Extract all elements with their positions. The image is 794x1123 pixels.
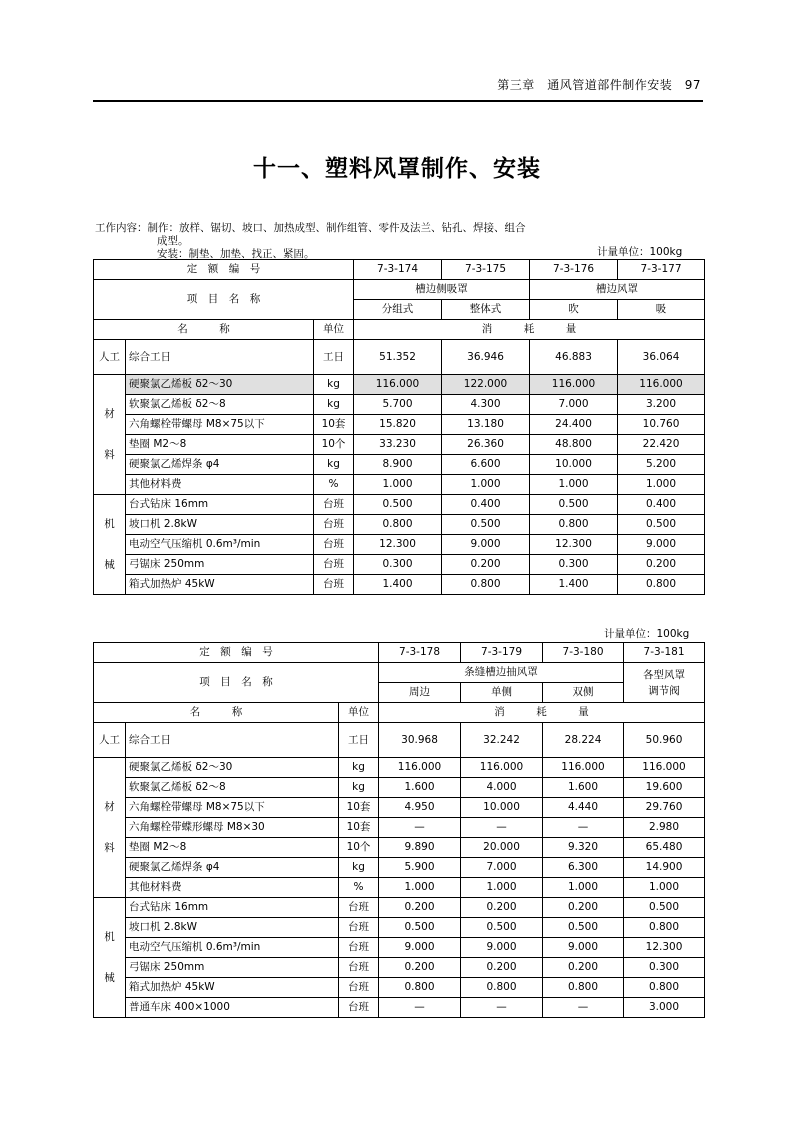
value-cell: 12.300	[530, 535, 618, 555]
value-cell: —	[543, 818, 624, 838]
value-cell: 13.180	[442, 415, 530, 435]
value-cell: 0.500	[442, 515, 530, 535]
category-char: 材	[104, 800, 115, 813]
item-unit: 台班	[314, 535, 354, 555]
item-name: 电动空气压缩机 0.6m³/min	[126, 938, 339, 958]
value-cell: 0.200	[461, 898, 543, 918]
item-unit: kg	[314, 395, 354, 415]
code-cell: 7-3-179	[461, 643, 543, 663]
value-cell: —	[379, 998, 461, 1018]
value-cell: 10.000	[461, 798, 543, 818]
value-cell: 0.200	[379, 958, 461, 978]
value-cell: 5.200	[618, 455, 705, 475]
category-char: 机	[104, 517, 115, 530]
value-cell: 9.890	[379, 838, 461, 858]
code-cell: 7-3-181	[624, 643, 705, 663]
item-name: 弓锯床 250mm	[126, 958, 339, 978]
material-row	[94, 858, 705, 878]
item-unit: kg	[339, 778, 379, 798]
sub-header: 双侧	[543, 683, 624, 703]
value-cell: 32.242	[461, 723, 543, 758]
value-cell: 0.800	[354, 515, 442, 535]
item-name: 六角螺栓带螺母 M8×75以下	[126, 798, 339, 818]
labor-row	[94, 723, 705, 758]
value-cell: 1.000	[618, 475, 705, 495]
item-name: 硬聚氯乙烯板 δ2～30	[126, 758, 339, 778]
item-name: 箱式加热炉 45kW	[126, 575, 314, 595]
item-name: 六角螺栓带螺母 M8×75以下	[126, 415, 314, 435]
item-unit: kg	[339, 858, 379, 878]
value-cell: 4.440	[543, 798, 624, 818]
value-cell: 0.400	[442, 495, 530, 515]
category-char: 械	[104, 558, 115, 571]
material-row	[94, 758, 705, 778]
material-category	[94, 375, 126, 495]
value-cell: 4.950	[379, 798, 461, 818]
value-cell: 116.000	[530, 375, 618, 395]
unit-label-1: 计量单位：100kg	[597, 246, 683, 258]
name-header-row	[94, 703, 705, 723]
work-content-line2: 成型。	[157, 235, 189, 247]
consumption-label: 消 耗 量	[379, 703, 705, 723]
material-row	[94, 778, 705, 798]
material-row	[94, 455, 705, 475]
value-cell: 116.000	[624, 758, 705, 778]
group-row	[94, 280, 705, 300]
material-row	[94, 475, 705, 495]
material-row	[94, 435, 705, 455]
item-name: 硬聚氯乙烯焊条 φ4	[126, 455, 314, 475]
quota-table-2	[93, 642, 705, 1018]
value-cell: 4.300	[442, 395, 530, 415]
item-unit: 台班	[339, 958, 379, 978]
item-name: 其他材料费	[126, 475, 314, 495]
machine-row	[94, 978, 705, 998]
item-name: 六角螺栓带蝶形螺母 M8×30	[126, 818, 339, 838]
item-unit: 台班	[314, 555, 354, 575]
code-cell: 7-3-176	[530, 260, 618, 280]
value-cell: 0.800	[530, 515, 618, 535]
value-cell: 2.980	[624, 818, 705, 838]
value-cell: 5.900	[379, 858, 461, 878]
code-cell: 7-3-175	[442, 260, 530, 280]
value-cell: 0.200	[461, 958, 543, 978]
value-cell: 30.968	[379, 723, 461, 758]
value-cell: 1.000	[379, 878, 461, 898]
work-content-line1: 工作内容：制作：放样、锯切、坡口、加热成型、制作组管、零件及法兰、钻孔、焊接、组合	[95, 222, 526, 234]
category-char: 材	[104, 407, 115, 420]
group-header-valve	[624, 663, 705, 703]
labor-name: 综合工日	[126, 723, 339, 758]
material-category	[94, 758, 126, 898]
item-unit: 台班	[314, 495, 354, 515]
value-cell: —	[543, 998, 624, 1018]
value-cell: 10.000	[530, 455, 618, 475]
value-cell: 0.200	[442, 555, 530, 575]
value-cell: 0.500	[461, 918, 543, 938]
value-cell: 48.800	[530, 435, 618, 455]
value-cell: 0.800	[618, 575, 705, 595]
item-name: 垫圈 M2～8	[126, 838, 339, 858]
value-cell: 9.000	[442, 535, 530, 555]
code-row	[94, 260, 705, 280]
group-header: 条缝槽边抽风罩	[379, 663, 624, 683]
item-unit: 台班	[339, 898, 379, 918]
group-header-line2: 调节阀	[648, 684, 680, 697]
value-cell: 0.200	[543, 958, 624, 978]
value-cell: 0.800	[543, 978, 624, 998]
unit-label: 单位	[339, 703, 379, 723]
value-cell: 1.400	[354, 575, 442, 595]
value-cell: 15.820	[354, 415, 442, 435]
value-cell: 4.000	[461, 778, 543, 798]
material-row	[94, 798, 705, 818]
value-cell: 9.320	[543, 838, 624, 858]
machine-row	[94, 938, 705, 958]
labor-category: 人工	[94, 340, 126, 375]
item-name-label: 项 目 名 称	[94, 663, 379, 703]
group-row	[94, 663, 705, 683]
value-cell: 1.600	[379, 778, 461, 798]
code-cell: 7-3-178	[379, 643, 461, 663]
material-row	[94, 818, 705, 838]
value-cell: 122.000	[442, 375, 530, 395]
sub-header: 分组式	[354, 300, 442, 320]
labor-name: 综合工日	[126, 340, 314, 375]
machine-row	[94, 958, 705, 978]
value-cell: 116.000	[461, 758, 543, 778]
item-unit: kg	[314, 375, 354, 395]
item-unit: kg	[339, 758, 379, 778]
group-header-line1: 各型风罩	[643, 668, 686, 681]
machine-row	[94, 515, 705, 535]
sub-header: 吸	[618, 300, 705, 320]
value-cell: 6.300	[543, 858, 624, 878]
value-cell: 1.000	[530, 475, 618, 495]
value-cell: 19.600	[624, 778, 705, 798]
page-title: 十一、塑料风罩制作、安装	[253, 156, 541, 182]
category-char: 械	[104, 971, 115, 984]
item-name: 普通车床 400×1000	[126, 998, 339, 1018]
item-name: 台式钻床 16mm	[126, 898, 339, 918]
value-cell: 7.000	[461, 858, 543, 878]
value-cell: 0.800	[461, 978, 543, 998]
value-cell: 0.500	[543, 918, 624, 938]
code-cell: 7-3-177	[618, 260, 705, 280]
category-char: 料	[104, 448, 115, 461]
material-row	[94, 415, 705, 435]
name-label: 名 称	[94, 703, 339, 723]
value-cell: 14.900	[624, 858, 705, 878]
value-cell: 6.600	[442, 455, 530, 475]
quota-no-label: 定 额 编 号	[94, 643, 379, 663]
value-cell: —	[461, 818, 543, 838]
value-cell: 26.360	[442, 435, 530, 455]
item-unit: 台班	[339, 918, 379, 938]
value-cell: 65.480	[624, 838, 705, 858]
material-row	[94, 878, 705, 898]
material-row	[94, 375, 705, 395]
value-cell: 0.500	[624, 898, 705, 918]
value-cell: 36.946	[442, 340, 530, 375]
item-name: 硬聚氯乙烯焊条 φ4	[126, 858, 339, 878]
value-cell: 1.400	[530, 575, 618, 595]
item-name-label: 项 目 名 称	[94, 280, 354, 320]
chapter-header: 第三章 通风管道部件制作安装 97	[497, 78, 701, 92]
material-row	[94, 395, 705, 415]
value-cell: 12.300	[354, 535, 442, 555]
item-unit: %	[339, 878, 379, 898]
value-cell: 0.300	[530, 555, 618, 575]
value-cell: 5.700	[354, 395, 442, 415]
quota-table-1	[93, 259, 705, 595]
value-cell: 10.760	[618, 415, 705, 435]
machine-row	[94, 535, 705, 555]
value-cell: 0.200	[379, 898, 461, 918]
item-unit: 台班	[314, 575, 354, 595]
item-name: 软聚氯乙烯板 δ2～8	[126, 395, 314, 415]
value-cell: 0.800	[624, 978, 705, 998]
value-cell: 0.800	[624, 918, 705, 938]
value-cell: 0.300	[354, 555, 442, 575]
value-cell: 116.000	[354, 375, 442, 395]
item-unit: 10个	[314, 435, 354, 455]
machine-category	[94, 495, 126, 595]
item-unit: 台班	[339, 998, 379, 1018]
value-cell: 0.500	[379, 918, 461, 938]
labor-unit: 工日	[314, 340, 354, 375]
labor-row	[94, 340, 705, 375]
value-cell: 9.000	[618, 535, 705, 555]
work-content-line3: 安装：制垫、加垫、找正、紧固。	[157, 248, 315, 260]
code-row	[94, 643, 705, 663]
value-cell: 116.000	[618, 375, 705, 395]
sub-header: 吹	[530, 300, 618, 320]
value-cell: 24.400	[530, 415, 618, 435]
value-cell: 0.800	[442, 575, 530, 595]
machine-row	[94, 898, 705, 918]
value-cell: 20.000	[461, 838, 543, 858]
sub-header: 单侧	[461, 683, 543, 703]
item-name: 垫圈 M2～8	[126, 435, 314, 455]
item-unit: 台班	[339, 938, 379, 958]
name-header-row	[94, 320, 705, 340]
value-cell: 51.352	[354, 340, 442, 375]
item-name: 其他材料费	[126, 878, 339, 898]
item-name: 坡口机 2.8kW	[126, 515, 314, 535]
value-cell: 46.883	[530, 340, 618, 375]
value-cell: 116.000	[543, 758, 624, 778]
value-cell: 1.000	[624, 878, 705, 898]
value-cell: 0.500	[618, 515, 705, 535]
unit-label: 单位	[314, 320, 354, 340]
value-cell: 22.420	[618, 435, 705, 455]
item-unit: 10个	[339, 838, 379, 858]
value-cell: 1.000	[543, 878, 624, 898]
value-cell: 0.500	[530, 495, 618, 515]
quota-no-label: 定 额 编 号	[94, 260, 354, 280]
unit-label-2: 计量单位：100kg	[604, 628, 690, 640]
value-cell: —	[461, 998, 543, 1018]
page-header	[93, 70, 703, 102]
item-name: 软聚氯乙烯板 δ2～8	[126, 778, 339, 798]
material-row	[94, 838, 705, 858]
group-header: 槽边侧吸罩	[354, 280, 530, 300]
value-cell: 0.200	[543, 898, 624, 918]
item-unit: 10套	[339, 798, 379, 818]
code-cell: 7-3-174	[354, 260, 442, 280]
value-cell: 1.000	[461, 878, 543, 898]
item-name: 箱式加热炉 45kW	[126, 978, 339, 998]
value-cell: 1.000	[442, 475, 530, 495]
value-cell: 8.900	[354, 455, 442, 475]
value-cell: 9.000	[543, 938, 624, 958]
labor-category: 人工	[94, 723, 126, 758]
value-cell: 9.000	[379, 938, 461, 958]
value-cell: 0.800	[379, 978, 461, 998]
value-cell: 0.500	[354, 495, 442, 515]
value-cell: 29.760	[624, 798, 705, 818]
value-cell: —	[379, 818, 461, 838]
value-cell: 3.000	[624, 998, 705, 1018]
machine-row	[94, 555, 705, 575]
value-cell: 3.200	[618, 395, 705, 415]
item-unit: 10套	[339, 818, 379, 838]
item-name: 坡口机 2.8kW	[126, 918, 339, 938]
value-cell: 33.230	[354, 435, 442, 455]
machine-row	[94, 918, 705, 938]
value-cell: 36.064	[618, 340, 705, 375]
item-unit: 台班	[339, 978, 379, 998]
item-name: 弓锯床 250mm	[126, 555, 314, 575]
value-cell: 0.400	[618, 495, 705, 515]
value-cell: 0.200	[618, 555, 705, 575]
machine-row	[94, 575, 705, 595]
category-char: 机	[104, 930, 115, 943]
item-name: 硬聚氯乙烯板 δ2～30	[126, 375, 314, 395]
labor-unit: 工日	[339, 723, 379, 758]
value-cell: 28.224	[543, 723, 624, 758]
item-unit: kg	[314, 455, 354, 475]
value-cell: 116.000	[379, 758, 461, 778]
item-unit: %	[314, 475, 354, 495]
item-name: 电动空气压缩机 0.6m³/min	[126, 535, 314, 555]
value-cell: 1.000	[354, 475, 442, 495]
value-cell: 0.300	[624, 958, 705, 978]
value-cell: 1.600	[543, 778, 624, 798]
machine-row	[94, 998, 705, 1018]
name-label: 名 称	[94, 320, 314, 340]
machine-category	[94, 898, 126, 1018]
consumption-label: 消 耗 量	[354, 320, 705, 340]
value-cell: 9.000	[461, 938, 543, 958]
category-char: 料	[104, 841, 115, 854]
sub-header: 周边	[379, 683, 461, 703]
item-name: 台式钻床 16mm	[126, 495, 314, 515]
item-unit: 台班	[314, 515, 354, 535]
code-cell: 7-3-180	[543, 643, 624, 663]
value-cell: 7.000	[530, 395, 618, 415]
value-cell: 12.300	[624, 938, 705, 958]
sub-header: 整体式	[442, 300, 530, 320]
item-unit: 10套	[314, 415, 354, 435]
value-cell: 50.960	[624, 723, 705, 758]
group-header: 槽边风罩	[530, 280, 705, 300]
machine-row	[94, 495, 705, 515]
